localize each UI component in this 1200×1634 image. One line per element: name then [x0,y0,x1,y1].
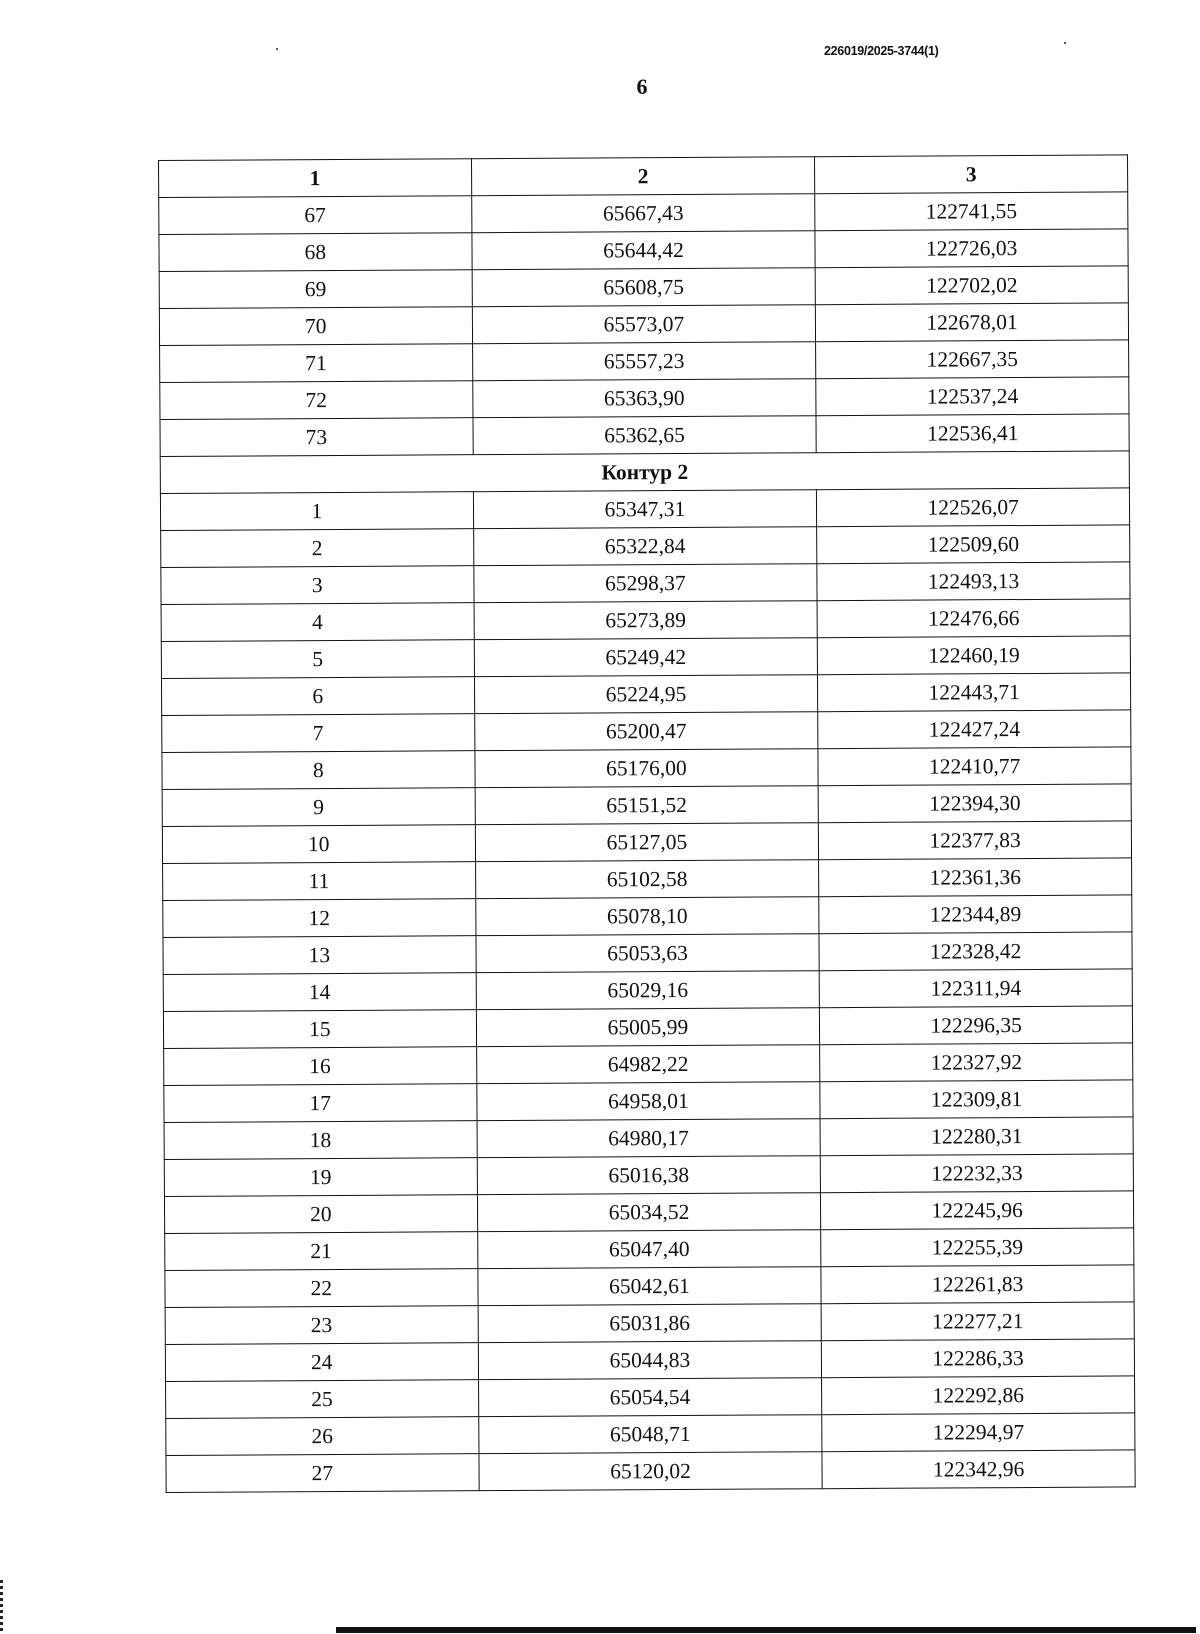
y-coordinate-cell: 122509,60 [817,525,1130,564]
table-row [166,1376,1135,1419]
point-number-cell: 2 [161,529,474,568]
point-number-cell: 72 [160,381,473,420]
x-coordinate-cell: 65273,89 [474,601,818,640]
table-row [161,562,1130,605]
point-number-cell: 15 [163,1010,476,1049]
point-number-cell: 21 [165,1232,478,1271]
y-coordinate-cell: 122741,55 [815,192,1128,231]
table-row [165,1302,1134,1345]
point-number-cell: 7 [162,714,475,753]
y-coordinate-cell: 122245,96 [821,1191,1134,1230]
point-number-cell: 1 [160,492,473,531]
y-coordinate-cell: 122678,01 [816,303,1129,342]
point-number-cell: 14 [163,973,476,1012]
y-coordinate-cell: 122726,03 [815,229,1128,268]
table-row [164,1043,1133,1086]
point-number-cell: 70 [159,307,472,346]
table-row [162,784,1131,827]
scan-bottom-edge [336,1627,1196,1633]
y-coordinate-cell: 122261,83 [821,1265,1134,1304]
column-header-3: 3 [815,155,1128,194]
y-coordinate-cell: 122327,92 [820,1043,1133,1082]
y-coordinate-cell: 122443,71 [818,673,1131,712]
point-number-cell: 69 [159,270,472,309]
point-number-cell: 71 [160,344,473,383]
point-number-cell: 11 [163,862,476,901]
table-row [163,895,1132,938]
point-number-cell: 23 [165,1306,478,1345]
y-coordinate-cell: 122460,19 [818,636,1131,675]
y-coordinate-cell: 122311,94 [819,969,1132,1008]
point-number-cell: 4 [161,603,474,642]
x-coordinate-cell: 65151,52 [475,786,819,825]
x-coordinate-cell: 65047,40 [477,1230,821,1269]
y-coordinate-cell: 122277,21 [821,1302,1134,1341]
table-row [165,1339,1134,1382]
x-coordinate-cell: 65347,31 [473,490,817,529]
x-coordinate-cell: 65667,43 [471,194,815,233]
point-number-cell: 25 [166,1380,479,1419]
y-coordinate-cell: 122255,39 [821,1228,1134,1267]
x-coordinate-cell: 65200,47 [474,712,818,751]
x-coordinate-cell: 64982,22 [476,1045,820,1084]
x-coordinate-cell: 65005,99 [476,1008,820,1047]
y-coordinate-cell: 122410,77 [818,747,1131,786]
point-number-cell: 9 [162,788,475,827]
table-row [164,1154,1133,1197]
x-coordinate-cell: 65224,95 [474,675,818,714]
x-coordinate-cell: 65249,42 [474,638,818,677]
point-number-cell: 16 [164,1047,477,1086]
x-coordinate-cell: 65042,61 [478,1267,822,1306]
column-header-1: 1 [159,159,472,198]
x-coordinate-cell: 65029,16 [476,971,820,1010]
x-coordinate-cell: 65176,00 [475,749,819,788]
point-number-cell: 8 [162,751,475,790]
table-row [163,1006,1132,1049]
section-row [160,451,1129,494]
table-row [162,821,1131,864]
table-row [159,266,1128,309]
table-row [163,969,1132,1012]
table-row [159,229,1128,272]
point-number-cell: 73 [160,418,473,457]
y-coordinate-cell: 122342,96 [822,1450,1135,1489]
y-coordinate-cell: 122526,07 [817,488,1130,527]
x-coordinate-cell: 64958,01 [476,1082,820,1121]
x-coordinate-cell: 65120,02 [479,1452,823,1491]
x-coordinate-cell: 64980,17 [477,1119,821,1158]
point-number-cell: 13 [163,936,476,975]
y-coordinate-cell: 122377,83 [819,821,1132,860]
scan-speck [276,48,278,50]
table-row [165,1228,1134,1271]
x-coordinate-cell: 65048,71 [478,1415,822,1454]
y-coordinate-cell: 122286,33 [822,1339,1135,1378]
x-coordinate-cell: 65034,52 [477,1193,821,1232]
table-row [160,377,1129,420]
table-header-row [159,155,1128,198]
y-coordinate-cell: 122536,41 [816,414,1129,453]
point-number-cell: 20 [164,1195,477,1234]
scan-edge-marks [0,1580,3,1634]
column-header-2: 2 [471,157,815,196]
x-coordinate-cell: 65044,83 [478,1341,822,1380]
x-coordinate-cell: 65608,75 [472,268,816,307]
y-coordinate-cell: 122667,35 [816,340,1129,379]
point-number-cell: 17 [164,1084,477,1123]
y-coordinate-cell: 122702,02 [815,266,1128,305]
table-row [161,673,1130,716]
point-number-cell: 24 [165,1343,478,1382]
x-coordinate-cell: 65053,63 [476,934,820,973]
point-number-cell: 26 [166,1417,479,1456]
y-coordinate-cell: 122292,86 [822,1376,1135,1415]
table-row [161,525,1130,568]
point-number-cell: 3 [161,566,474,605]
table-row [162,747,1131,790]
table-row [162,710,1131,753]
x-coordinate-cell: 65031,86 [478,1304,822,1343]
document-number: 226019/2025-3744(1) [824,44,939,58]
table-row [164,1117,1133,1160]
y-coordinate-cell: 122280,31 [820,1117,1133,1156]
x-coordinate-cell: 65298,37 [473,564,817,603]
table-row [166,1450,1135,1493]
point-number-cell: 10 [162,825,475,864]
table-row [163,932,1132,975]
point-number-cell: 67 [159,196,472,235]
y-coordinate-cell: 122476,66 [817,599,1130,638]
y-coordinate-cell: 122427,24 [818,710,1131,749]
y-coordinate-cell: 122328,42 [819,932,1132,971]
table-row [159,303,1128,346]
y-coordinate-cell: 122493,13 [817,562,1130,601]
table-row [159,192,1128,235]
point-number-cell: 19 [164,1158,477,1197]
x-coordinate-cell: 65016,38 [477,1156,821,1195]
coordinates-table-body [159,155,1136,1493]
table-row [163,858,1132,901]
x-coordinate-cell: 65363,90 [472,379,816,418]
page-number: 6 [636,74,648,99]
x-coordinate-cell: 65054,54 [478,1378,822,1417]
point-number-cell: 12 [163,899,476,938]
table-row [166,1413,1135,1456]
table-row [161,636,1130,679]
x-coordinate-cell: 65102,58 [475,860,819,899]
y-coordinate-cell: 122296,35 [820,1006,1133,1045]
y-coordinate-cell: 122232,33 [821,1154,1134,1193]
x-coordinate-cell: 65322,84 [473,527,817,566]
x-coordinate-cell: 65557,23 [472,342,816,381]
table-row [164,1080,1133,1123]
y-coordinate-cell: 122309,81 [820,1080,1133,1119]
coordinates-table [158,154,1136,1493]
table-row [161,599,1130,642]
point-number-cell: 68 [159,233,472,272]
y-coordinate-cell: 122394,30 [818,784,1131,823]
point-number-cell: 22 [165,1269,478,1308]
x-coordinate-cell: 65127,05 [475,823,819,862]
point-number-cell: 6 [161,677,474,716]
scan-speck [1064,42,1066,44]
table-row [164,1191,1133,1234]
point-number-cell: 5 [161,640,474,679]
table-row [160,414,1129,457]
y-coordinate-cell: 122294,97 [822,1413,1135,1452]
x-coordinate-cell: 65362,65 [473,416,817,455]
y-coordinate-cell: 122361,36 [819,858,1132,897]
table-row [160,340,1129,383]
point-number-cell: 18 [164,1121,477,1160]
x-coordinate-cell: 65644,42 [472,231,816,270]
y-coordinate-cell: 122344,89 [819,895,1132,934]
point-number-cell: 27 [166,1454,479,1493]
x-coordinate-cell: 65078,10 [475,897,819,936]
table-row [165,1265,1134,1308]
table-row [160,488,1129,531]
y-coordinate-cell: 122537,24 [816,377,1129,416]
x-coordinate-cell: 65573,07 [472,305,816,344]
section-label: Контур 2 [160,451,1129,494]
